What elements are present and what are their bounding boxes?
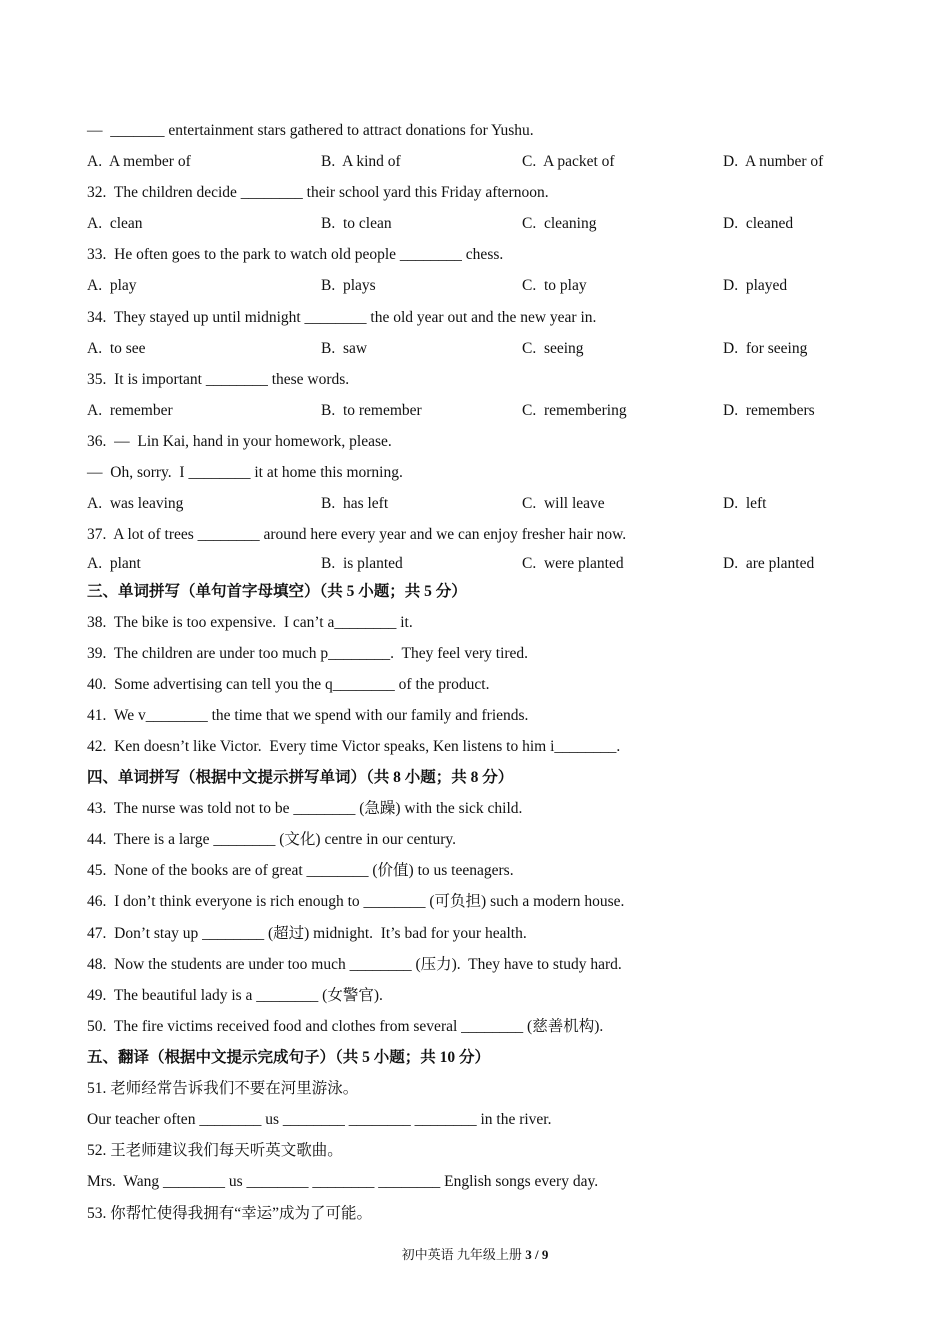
option-b: B. is planted: [321, 555, 403, 572]
option-d: D. left: [723, 495, 767, 512]
page-total: 9: [541, 1247, 549, 1262]
page-footer: [0, 1246, 950, 1264]
page-separator: /: [531, 1247, 542, 1262]
question-33-stem: 33. He often goes to the park to watch old people ________ chess.: [87, 246, 504, 263]
option-a: A. remember: [87, 402, 173, 419]
option-a: A. was leaving: [87, 495, 184, 512]
question-52-prompt: 52. 王老师建议我们每天听英文歌曲。: [87, 1142, 343, 1159]
question-35-options: [87, 401, 867, 421]
section-5-title: 五、翻译（根据中文提示完成句子）（共 5 小题；共 10 分）: [87, 1049, 491, 1066]
option-c: C. will leave: [522, 495, 605, 512]
question-31-stem: — _______ entertainment stars gathered to attract donations for Yushu.: [87, 122, 534, 139]
option-d: D. A number of: [723, 153, 824, 170]
option-a: A. A member of: [87, 153, 191, 170]
question-31-options: [87, 152, 867, 172]
option-d: D. cleaned: [723, 215, 794, 232]
question-52-sentence: Mrs. Wang ________ us ________ ________ ________ English songs every day.: [87, 1173, 599, 1190]
option-b: B. saw: [321, 340, 368, 357]
question-42: 42. Ken doesn’t like Victor. Every time Victor speaks, Ken listens to him i________.: [87, 738, 621, 755]
option-d: D. for seeing: [723, 340, 808, 357]
option-a: A. to see: [87, 340, 146, 357]
option-d: D. are planted: [723, 555, 815, 572]
question-50: 50. The fire victims received food and clothes from several ________ (慈善机构).: [87, 1018, 604, 1035]
question-47: 47. Don’t stay up ________ (超过) midnight. It’s bad for your health.: [87, 925, 527, 942]
section-4-title: 四、单词拼写（根据中文提示拼写单词）（共 8 小题；共 8 分）: [87, 769, 514, 786]
question-37-options: [87, 554, 867, 574]
option-c: C. remembering: [522, 402, 627, 419]
option-c: C. to play: [522, 277, 587, 294]
question-49: 49. The beautiful lady is a ________ (女警官).: [87, 987, 383, 1004]
option-c: C. A packet of: [522, 153, 615, 170]
option-b: B. to clean: [321, 215, 392, 232]
option-b: B. has left: [321, 495, 389, 512]
question-39: 39. The children are under too much p________. They feel very tired.: [87, 645, 529, 662]
footer-text: 初中英语 九年级上册: [401, 1247, 526, 1262]
question-34-options: [87, 339, 867, 359]
option-a: A. play: [87, 277, 137, 294]
question-45: 45. None of the books are of great ________ (价值) to us teenagers.: [87, 862, 514, 879]
option-d: D. played: [723, 277, 788, 294]
option-a: A. clean: [87, 215, 143, 232]
question-34-stem: 34. They stayed up until midnight ________ the old year out and the new year in.: [87, 309, 597, 326]
option-a: A. plant: [87, 555, 141, 572]
question-43: 43. The nurse was told not to be ________ (急躁) with the sick child.: [87, 800, 523, 817]
question-37-stem: 37. A lot of trees ________ around here every year and we can enjoy fresher hair now.: [87, 526, 627, 543]
question-38: 38. The bike is too expensive. I can’t a________ it.: [87, 614, 413, 631]
option-c: C. cleaning: [522, 215, 597, 232]
question-51-sentence: Our teacher often ________ us ________ ________ ________ in the river.: [87, 1111, 552, 1128]
question-40: 40. Some advertising can tell you the q________ of the product.: [87, 676, 490, 693]
question-53-prompt: 53. 你帮忙使得我拥有“幸运”成为了可能。: [87, 1205, 373, 1222]
option-b: B. A kind of: [321, 153, 401, 170]
section-3-title: 三、单词拼写（单句首字母填空）（共 5 小题；共 5 分）: [87, 583, 467, 600]
question-51-prompt: 51. 老师经常告诉我们不要在河里游泳。: [87, 1080, 359, 1097]
question-41: 41. We v________ the time that we spend with our family and friends.: [87, 707, 529, 724]
option-c: C. were planted: [522, 555, 624, 572]
question-36-reply: — Oh, sorry. I ________ it at home this morning.: [87, 464, 403, 481]
question-35-stem: 35. It is important ________ these words.: [87, 371, 350, 388]
question-48: 48. Now the students are under too much ________ (压力). They have to study hard.: [87, 956, 622, 973]
question-36-options: [87, 494, 867, 514]
question-44: 44. There is a large ________ (文化) centre in our century.: [87, 831, 457, 848]
option-c: C. seeing: [522, 340, 584, 357]
option-b: B. to remember: [321, 402, 422, 419]
option-d: D. remembers: [723, 402, 815, 419]
question-46: 46. I don’t think everyone is rich enough to ________ (可负担) such a modern house.: [87, 893, 625, 910]
question-36-stem: 36. — Lin Kai, hand in your homework, please.: [87, 433, 392, 450]
question-32-options: [87, 214, 867, 234]
option-b: B. plays: [321, 277, 376, 294]
question-32-stem: 32. The children decide ________ their school yard this Friday afternoon.: [87, 184, 549, 201]
question-33-options: [87, 276, 867, 296]
page-number: 3: [525, 1247, 532, 1262]
